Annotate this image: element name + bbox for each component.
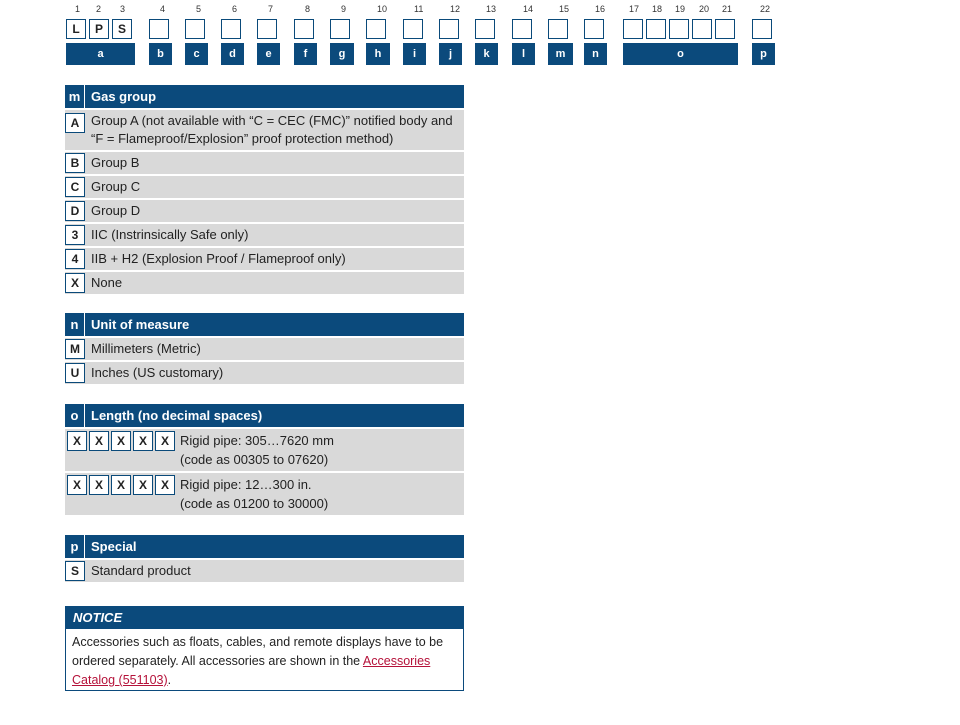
table-row <box>65 222 464 246</box>
position-box <box>221 19 241 39</box>
position-number: 19 <box>675 4 686 14</box>
table-header <box>65 313 464 336</box>
option-description: Millimeters (Metric) <box>91 341 201 356</box>
position-box <box>294 19 314 39</box>
table-row <box>65 246 464 270</box>
option-description: Group B <box>91 155 140 170</box>
notice-text: Accessories such as floats, cables, and remote displays have to be ordered separately. All accessories are shown in the <box>72 635 444 668</box>
position-label: i <box>403 43 426 65</box>
table-key: p <box>65 535 85 558</box>
table-title: Special <box>91 539 137 554</box>
option-code: D <box>65 201 85 221</box>
position-label: g <box>330 43 354 65</box>
position-box <box>366 19 386 39</box>
table-key: o <box>65 404 85 427</box>
table-row <box>65 471 464 515</box>
table-row <box>65 198 464 222</box>
table-title: Gas group <box>91 89 157 104</box>
position-box <box>646 19 666 39</box>
position-box <box>584 19 604 39</box>
position-number: 22 <box>760 4 771 14</box>
position-box <box>715 19 735 39</box>
length-table <box>65 404 464 515</box>
option-code: M <box>65 339 85 359</box>
option-code: X <box>133 475 153 495</box>
position-label: j <box>439 43 462 65</box>
position-number: 12 <box>450 4 461 14</box>
option-description: IIB + H2 (Explosion Proof / Flameproof only) <box>91 251 346 266</box>
position-label: m <box>548 43 573 65</box>
position-number: 2 <box>96 4 102 14</box>
notice-title: NOTICE <box>66 607 463 629</box>
position-number: 8 <box>305 4 311 14</box>
position-number: 11 <box>414 4 424 14</box>
position-label: b <box>149 43 172 65</box>
table-key: n <box>65 313 85 336</box>
position-number: 9 <box>341 4 347 14</box>
position-label: o <box>623 43 738 65</box>
table-row <box>65 150 464 174</box>
option-code: B <box>65 153 85 173</box>
option-description: None <box>91 275 123 290</box>
table-row <box>65 336 464 360</box>
position-box <box>185 19 205 39</box>
notice-body <box>66 629 463 694</box>
position-number: 17 <box>629 4 640 14</box>
option-code: X <box>65 273 85 293</box>
position-label: a <box>66 43 135 65</box>
option-code: 4 <box>65 249 85 269</box>
table-header <box>65 535 464 558</box>
table-key: m <box>65 85 85 108</box>
position-box <box>403 19 423 39</box>
table-title: Length (no decimal spaces) <box>91 408 263 423</box>
table-row <box>65 558 464 582</box>
option-code: X <box>155 431 175 451</box>
position-label: l <box>512 43 535 65</box>
position-number: 3 <box>120 4 126 14</box>
position-number: 16 <box>595 4 606 14</box>
position-label: f <box>294 43 317 65</box>
notice-end: . <box>167 673 172 687</box>
position-box <box>752 19 772 39</box>
description-line: Rigid pipe: 305…7620 mm <box>180 433 334 448</box>
position-number: 14 <box>523 4 534 14</box>
table-row <box>65 360 464 384</box>
position-number: 4 <box>160 4 166 14</box>
position-box <box>149 19 169 39</box>
option-description: Standard product <box>91 563 191 578</box>
table-title: Unit of measure <box>91 317 190 332</box>
position-box <box>439 19 459 39</box>
description-line: (code as 00305 to 07620) <box>180 452 329 467</box>
position-box: S <box>112 19 132 39</box>
option-code: X <box>67 475 87 495</box>
position-box <box>692 19 712 39</box>
position-box <box>257 19 277 39</box>
description-line: (code as 01200 to 30000) <box>180 496 329 511</box>
option-code: A <box>65 113 85 133</box>
option-code: U <box>65 363 85 383</box>
position-label: d <box>221 43 244 65</box>
option-code: X <box>89 431 109 451</box>
position-number: 5 <box>196 4 202 14</box>
option-code: S <box>65 561 85 581</box>
table-row <box>65 174 464 198</box>
position-box <box>623 19 643 39</box>
option-code: X <box>111 431 131 451</box>
notice-box <box>65 606 464 691</box>
position-box <box>669 19 689 39</box>
option-code: C <box>65 177 85 197</box>
position-box <box>475 19 495 39</box>
option-code: X <box>155 475 175 495</box>
position-number: 20 <box>699 4 710 14</box>
position-number: 13 <box>486 4 497 14</box>
table-row <box>65 427 464 471</box>
position-number: 6 <box>232 4 238 14</box>
option-code: X <box>133 431 153 451</box>
position-number: 1 <box>75 4 81 14</box>
option-code: X <box>67 431 87 451</box>
unit-table <box>65 313 464 384</box>
table-header <box>65 404 464 427</box>
position-label: k <box>475 43 498 65</box>
description-line: “F = Flameproof/Explosion” proof protection method) <box>91 131 394 146</box>
option-description: Inches (US customary) <box>91 365 224 380</box>
description-line: Group A (not available with “C = CEC (FMC)” notified body and <box>91 113 453 128</box>
table-row <box>65 270 464 294</box>
position-number: 15 <box>559 4 570 14</box>
option-description: Group C <box>91 179 141 194</box>
option-code: X <box>89 475 109 495</box>
position-label: n <box>584 43 607 65</box>
table-header <box>65 85 464 108</box>
option-description: IIC (Instrinsically Safe only) <box>91 227 249 242</box>
option-description <box>85 110 453 150</box>
position-number: 18 <box>652 4 663 14</box>
position-label: e <box>257 43 280 65</box>
position-box <box>512 19 532 39</box>
option-description <box>177 475 328 513</box>
position-box <box>330 19 350 39</box>
position-box <box>548 19 568 39</box>
position-box: L <box>66 19 86 39</box>
position-number: 10 <box>377 4 388 14</box>
option-description: Group D <box>91 203 141 218</box>
position-box: P <box>89 19 109 39</box>
special-table <box>65 535 464 582</box>
accessories-catalog-link[interactable]: Accessories Catalog (551103) <box>72 654 431 687</box>
position-label: h <box>366 43 390 65</box>
description-line: Rigid pipe: 12…300 in. <box>180 477 312 492</box>
option-description <box>177 431 334 469</box>
position-number: 7 <box>268 4 274 14</box>
option-code: 3 <box>65 225 85 245</box>
table-row <box>65 108 464 150</box>
position-number: 21 <box>722 4 733 14</box>
gas-group-table <box>65 85 464 294</box>
position-label: c <box>185 43 208 65</box>
option-code: X <box>111 475 131 495</box>
position-label: p <box>752 43 775 65</box>
